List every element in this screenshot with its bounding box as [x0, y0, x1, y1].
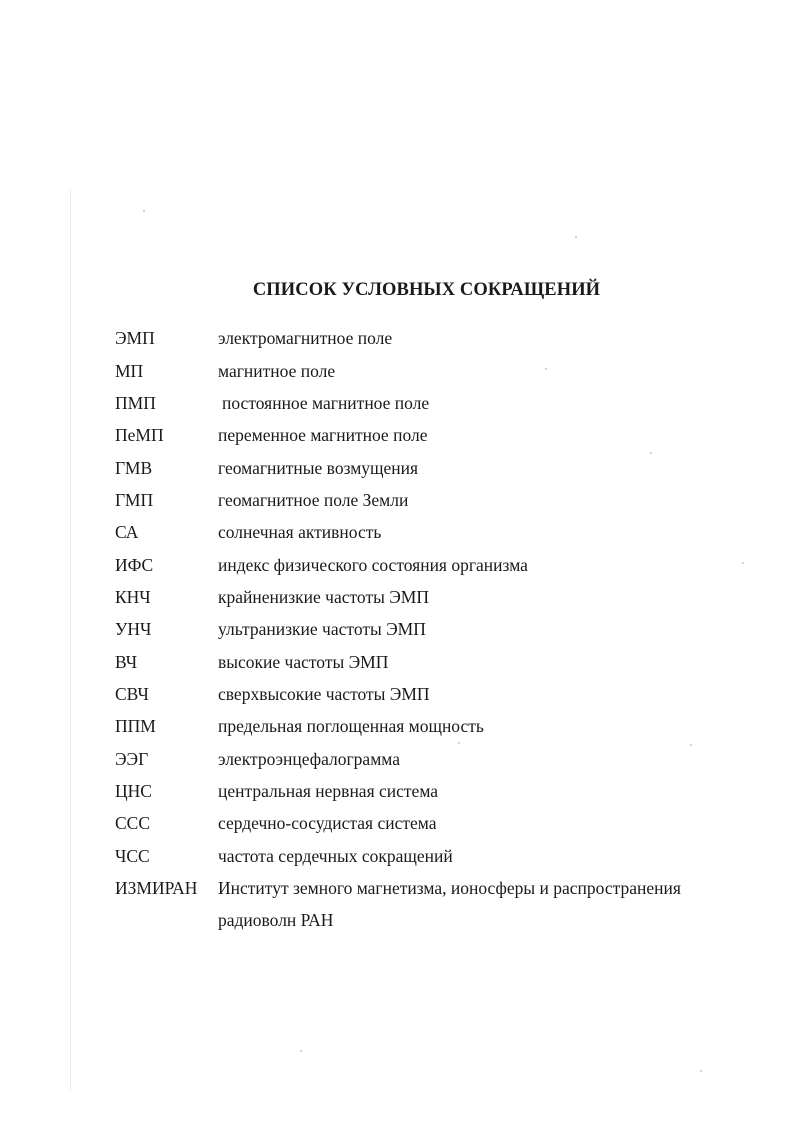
scan-speck: [545, 368, 547, 370]
list-item: [115, 581, 755, 613]
abbreviation-term: ЭЭГ: [115, 748, 149, 769]
abbreviation-term: УНЧ: [115, 619, 152, 640]
list-item: [115, 613, 755, 645]
page-title: СПИСОК УСЛОВНЫХ СОКРАЩЕНИЙ: [252, 280, 601, 300]
scan-speck: [742, 562, 744, 564]
scan-speck: [650, 452, 652, 454]
abbreviation-definition: ультранизкие частоты ЭМП: [218, 619, 426, 640]
abbreviation-term: СА: [115, 522, 139, 543]
abbreviation-list: [115, 322, 755, 936]
abbreviation-term: ИФС: [115, 554, 154, 575]
list-item: [115, 322, 755, 354]
abbreviation-definition: постоянное магнитное поле: [222, 392, 430, 413]
list-item: [115, 484, 755, 516]
abbreviation-definition: сверхвысокие частоты ЭМП: [218, 683, 430, 704]
abbreviation-definition: магнитное поле: [218, 360, 336, 381]
abbreviation-term: ЧСС: [115, 845, 150, 866]
scan-speck: [458, 742, 460, 744]
abbreviation-term: ППМ: [115, 716, 156, 737]
abbreviation-term: ГМП: [115, 489, 154, 510]
scan-speck: [700, 1070, 702, 1072]
abbreviation-definition: крайненизкие частоты ЭМП: [218, 586, 429, 607]
abbreviation-definition: переменное магнитное поле: [218, 425, 428, 446]
list-item-continuation: [115, 904, 755, 936]
list-item: [115, 742, 755, 774]
scan-speck: [300, 1050, 302, 1052]
abbreviation-term: ВЧ: [115, 651, 138, 672]
list-item: [115, 872, 755, 904]
abbreviation-definition: геомагнитное поле Земли: [218, 489, 409, 510]
list-item: [115, 387, 755, 419]
scan-edge-shadow: [70, 190, 71, 1090]
abbreviation-definition: солнечная активность: [218, 522, 382, 543]
list-item: [115, 645, 755, 677]
scan-speck: [690, 744, 692, 746]
abbreviation-term: МП: [115, 360, 144, 381]
abbreviation-definition: индекс физического состояния организма: [218, 554, 528, 575]
list-item: [115, 710, 755, 742]
list-item: [115, 678, 755, 710]
abbreviation-term: ССС: [115, 813, 151, 834]
abbreviation-definition-continued: радиоволн РАН: [218, 910, 334, 931]
abbreviation-term: ГМВ: [115, 457, 153, 478]
list-item: [115, 516, 755, 548]
abbreviation-definition: электромагнитное поле: [218, 328, 393, 349]
list-item: [115, 548, 755, 580]
abbreviation-term: ИЗМИРАН: [115, 878, 198, 899]
abbreviation-definition: Институт земного магнетизма, ионосферы и распространения: [218, 878, 681, 899]
abbreviation-term: СВЧ: [115, 683, 149, 704]
abbreviation-definition: сердечно-сосудистая система: [218, 813, 437, 834]
list-item: [115, 451, 755, 483]
scan-speck: [143, 210, 145, 212]
abbreviation-definition: геомагнитные возмущения: [218, 457, 419, 478]
abbreviation-definition: электроэнцефалограмма: [218, 748, 400, 769]
list-item: [115, 419, 755, 451]
abbreviation-definition: центральная нервная система: [218, 780, 439, 801]
abbreviation-definition: высокие частоты ЭМП: [218, 651, 389, 672]
abbreviation-definition: частота сердечных сокращений: [218, 845, 453, 866]
abbreviation-term: ПМП: [115, 392, 156, 413]
list-item: [115, 807, 755, 839]
abbreviation-term: ЦНС: [115, 780, 152, 801]
scan-speck: [575, 236, 577, 238]
abbreviation-term: ПеМП: [115, 425, 164, 446]
abbreviation-term: ЭМП: [115, 328, 155, 349]
list-item: [115, 775, 755, 807]
list-item: [115, 354, 755, 386]
abbreviation-definition: предельная поглощенная мощность: [218, 716, 484, 737]
abbreviation-term: КНЧ: [115, 586, 151, 607]
list-item: [115, 840, 755, 872]
